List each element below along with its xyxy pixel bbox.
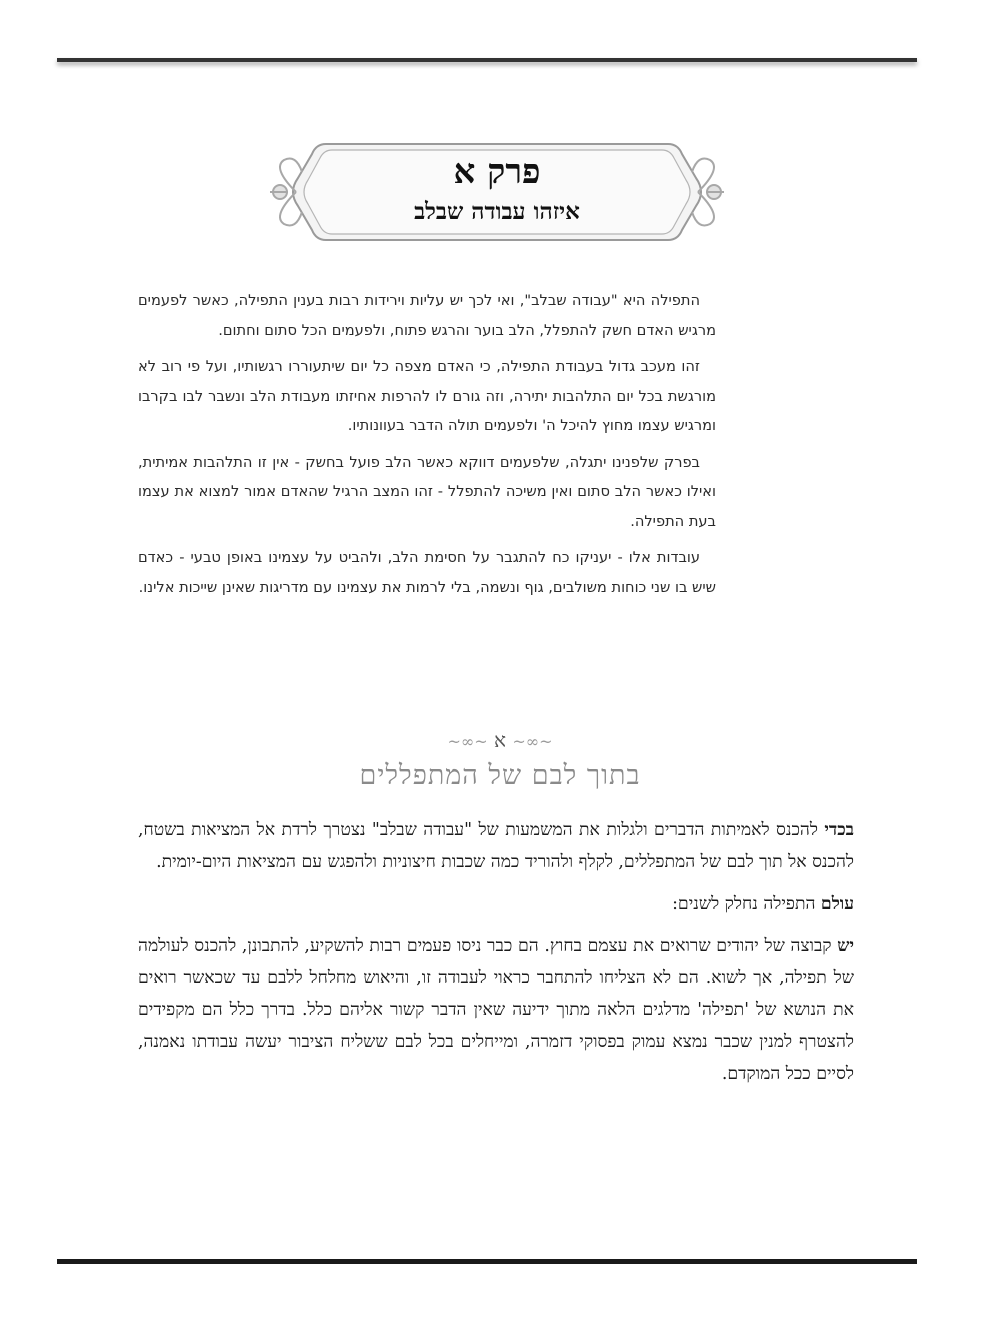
- section-title: בתוך לבם של המתפללים: [359, 760, 641, 791]
- body-paragraph: [138, 814, 854, 878]
- chapter-title: פרק א: [453, 152, 541, 192]
- bottom-rule: [57, 1259, 917, 1264]
- body-text: [138, 814, 854, 1100]
- chapter-heading-frame: [266, 138, 728, 246]
- swirl-ornament-icon: ~∞~: [512, 732, 553, 751]
- lead-word: עולם: [820, 894, 854, 914]
- lead-word: יש: [837, 936, 854, 956]
- intro-paragraph: זהו מעכב גדול בעבודת התפילה, כי האדם מצפה כל יום שיתעוררו רגשותיו, ועל פי רוב לא מורגשת בכל יום התלהבות יתירה, וזה גורם לו להרפות אחיזתו מעבודת הלב ונשבר לבו בקרבו ומרגיש עצמו מחוץ להיכל ה' ולפעמים תולה הדבר בעוונותיו.: [138, 358, 716, 434]
- body-paragraph: [138, 930, 854, 1090]
- chapter-introduction: [138, 286, 716, 609]
- lead-word: בכדי: [824, 820, 854, 840]
- paragraph-text: להכנס לאמיתות הדברים ולגלות את המשמעות של "עבודה שבלב" נצטרך לרדת אל המציאות בשטח, להכנס אל תוך לבם של המתפללים, לקלף ולהוריד כמה שכבות חיצוניות ולהפגש עם המציאות היום-יומית.: [138, 820, 854, 872]
- paragraph-text: התפילה נחלק לשנים:: [672, 894, 821, 914]
- section-letter: א: [493, 728, 506, 752]
- intro-paragraph: בפרק שלפנינו יתגלה, שלפעמים דווקא כאשר הלב פועל בחשק - אין זו התלהבות אמיתית, ואילו כאשר הלב סתום ואין משיכה להתפלל - זהו המצב הרגיל שהאדם אמור למצוא את עצמו בעת התפילה.: [138, 453, 716, 530]
- paragraph-text: קבוצה של יהודים שרואים את עצמם בחוץ. הם כבר ניסו פעמים רבות להשקיע, להתבונן, להכנס לעולמה של תפילה, אך לשוא. הם לא הצליחו להתחבר כראוי לעבודה זו, והיאוש מחלחל ללבם עד שכאשר רואים את הנושא של 'תפילה' מדלגים הלאה מתוך ידיעה שאין הדבר קשור אליהם כלל. בדרך כלל הם מקפידים להצטרף למנין שכבר נמצא עמוק בפסוקי דזמרה, ומייחלים בכל לבם ששליח הציבור יעשה עבודתו נאמנה, לסיים ככל המוקדם.: [138, 936, 854, 1084]
- swirl-ornament-icon: ~∞~: [447, 732, 488, 751]
- section-marker: [0, 728, 1000, 753]
- intro-paragraph: עובדות אלו - יעניקו כח להתגבר על חסימת הלב, ולהביט על עצמינו באופן טבעי - כאדם שיש בו שני כוחות משולבים, גוף ונשמה, בלי לרמות את עצמינו עם מדריגות שאינן שייכות אלינו.: [138, 549, 716, 596]
- intro-paragraph: התפילה היא "עבודה שבלב", ואי לכך יש עליות וירידות רבות בענין התפילה, כאשר לפעמים מרגיש האדם חשק להתפלל, הלב בוער והרגש פתוח, ולפעמים הכל סתום וחתום.: [138, 292, 716, 339]
- top-rule: [57, 58, 917, 62]
- chapter-subtitle: איזהו עבודה שבלב: [414, 198, 580, 225]
- body-paragraph: [138, 888, 854, 920]
